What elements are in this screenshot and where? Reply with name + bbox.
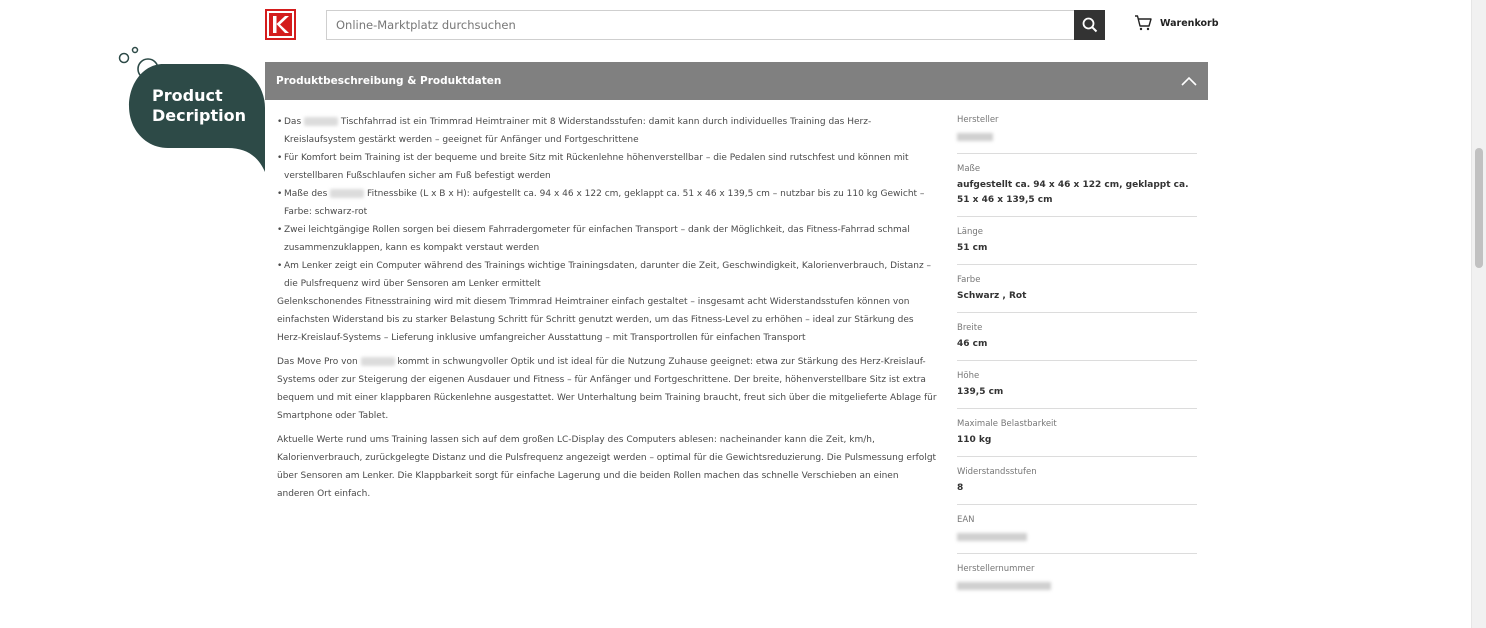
feature-text: Für Komfort beim Training ist der bequeme und breite Sitz mit Rückenlehne höhenverstellbar – die Pedalen sind rutschfest und können mit verstellbaren Fußschlaufen sicher am Fuß befestigt werden: [284, 153, 909, 181]
shopping-cart-icon: [1134, 15, 1152, 31]
spec-label: Widerstandsstufen: [957, 467, 1037, 477]
spec-color: [957, 265, 1197, 313]
feature-text: Am Lenker zeigt ein Computer während des Trainings wichtige Trainingsdaten, darunter die Zeit, Geschwindigkeit, Kalorienverbrauch, Distanz – die Pulsfrequenz wird über Sensoren am Lenker ermittelt: [284, 261, 932, 289]
paragraph-text: kommt in schwungvoller Optik und ist ideal für die Nutzung Zuhause geeignet: etwa zur Stärkung des Herz-Kreislauf-Systems oder zur Steigerung der eigenen Ausdauer und Fitness – für Anfänger und Fortgeschrittene. Der breite, höhenverstellbare Sitz ist extra bequem und mit einer klappbaren Rückenlehne ausgestattet. Wer Unterhaltung beim Training braucht, freut sich über die mitgelieferte Ablage für Smartphone oder Tablet.: [277, 357, 937, 421]
spec-height: [957, 361, 1197, 409]
feature-text: Zwei leichtgängige Rollen sorgen bei diesem Fahrradergometer für einfachen Transport – dank der Möglichkeit, das Fitness-Fahrrad schmal zusammenzuklappen, kann es kompakt verstaut werden: [284, 225, 910, 253]
spec-value: 51 cm: [957, 243, 988, 253]
spec-manufacturer-number: [957, 554, 1197, 602]
search-input[interactable]: [327, 11, 1085, 39]
feature-list: [277, 113, 937, 293]
spec-label: Höhe: [957, 371, 980, 381]
feature-text: Tischfahrrad ist ein Trimmrad Heimtrainer mit 8 Widerstandsstufen: damit kann durch individuelles Training das Herz-Kreislaufsystem gestärkt werden – geeignet für Anfänger und Fortgeschrittene: [284, 117, 872, 145]
spec-label: Breite: [957, 323, 983, 333]
scrollbar-thumb[interactable]: [1475, 148, 1483, 268]
spec-ean: [957, 505, 1197, 554]
feature-item: [277, 149, 937, 185]
kaufland-k-logo-icon: [269, 13, 292, 36]
page-scrollbar[interactable]: [1471, 0, 1486, 628]
cart-button[interactable]: [1134, 15, 1219, 31]
spec-dimensions: [957, 154, 1197, 217]
feature-text: Das: [284, 117, 302, 127]
spec-label: Farbe: [957, 275, 981, 285]
description-paragraph: [277, 353, 937, 425]
spec-value: 139,5 cm: [957, 387, 1004, 397]
spec-label: Maximale Belastbarkeit: [957, 419, 1057, 429]
spec-value: 110 kg: [957, 435, 992, 445]
callout-text: [152, 86, 262, 126]
spec-label: Maße: [957, 164, 981, 174]
product-specs: [957, 105, 1197, 602]
blurred-value: [957, 533, 1027, 541]
store-logo[interactable]: [265, 9, 296, 40]
paragraph-text: Das Move Pro von: [277, 357, 358, 367]
description-paragraph: Aktuelle Werte rund ums Training lassen sich auf dem großen LC-Display des Computers ablesen: nacheinander kann die Zeit, km/h, Kalorienverbrauch, zurückgelegte Distanz und die Pulsfrequenz angezeigt werden – optimal für die Gewichtsreduzierung. Die Pulsmessung erfolgt über Sensoren am Lenker. Die Klappbarkeit sorgt für einfache Lagerung und die beiden Rollen machen das schnelle Verschieben an einen anderen Ort einfach.: [277, 435, 937, 499]
spec-value: 46 cm: [957, 339, 988, 349]
section-title: Produktbeschreibung & Produktdaten: [276, 75, 502, 87]
blurred-value: [957, 582, 1051, 590]
feature-text: Fitnessbike (L x B x H): aufgestellt ca. 94 x 46 x 122 cm, geklappt ca. 51 x 46 x 139,5 cm – nutzbar bis zu 110 kg Gewicht – Farbe: schwarz-rot: [284, 189, 925, 217]
feature-item: [277, 221, 937, 257]
spec-label: EAN: [957, 515, 975, 525]
callout-line-1: Product: [152, 86, 223, 105]
product-description: [277, 113, 937, 509]
blurred-brand: [304, 117, 338, 126]
feature-text: Maße des: [284, 189, 328, 199]
chevron-up-icon[interactable]: [1181, 76, 1197, 86]
description-paragraph: Gelenkschonendes Fitnesstraining wird mit diesem Trimmrad Heimtrainer einfach gestaltet – insgesamt acht Widerstandsstufen können von einfachsten Widerstand bis zu starker Belastung Schritt für Schritt genutzt werden, um das Fitness-Level zu erhöhen – ideal zur Stärkung des Herz-Kreislauf-Systems – Lieferung inklusive umfangreicher Ausstattung – mit Transportrollen für einfachen Transport: [277, 297, 914, 343]
feature-item: [277, 113, 937, 149]
spec-manufacturer: [957, 105, 1197, 154]
search-button[interactable]: [1074, 10, 1105, 40]
spec-label: Herstellernummer: [957, 564, 1035, 574]
spec-max-load: [957, 409, 1197, 457]
feature-item: [277, 257, 937, 293]
blurred-brand: [361, 357, 395, 366]
spec-resistance-levels: [957, 457, 1197, 505]
search-bar: [326, 10, 1105, 40]
blurred-brand: [330, 189, 364, 198]
section-header[interactable]: [265, 62, 1208, 100]
feature-item: [277, 185, 937, 221]
spec-label: Hersteller: [957, 115, 999, 125]
spec-label: Länge: [957, 227, 983, 237]
cart-label: Warenkorb: [1160, 17, 1219, 29]
search-icon: [1082, 17, 1098, 33]
spec-value: aufgestellt ca. 94 x 46 x 122 cm, geklappt ca. 51 x 46 x 139,5 cm: [957, 180, 1189, 205]
spec-value: Schwarz , Rot: [957, 291, 1027, 301]
spec-value: 8: [957, 483, 964, 493]
callout-line-2: Decription: [152, 106, 246, 125]
spec-length: [957, 217, 1197, 265]
spec-width: [957, 313, 1197, 361]
blurred-value: [957, 133, 993, 141]
